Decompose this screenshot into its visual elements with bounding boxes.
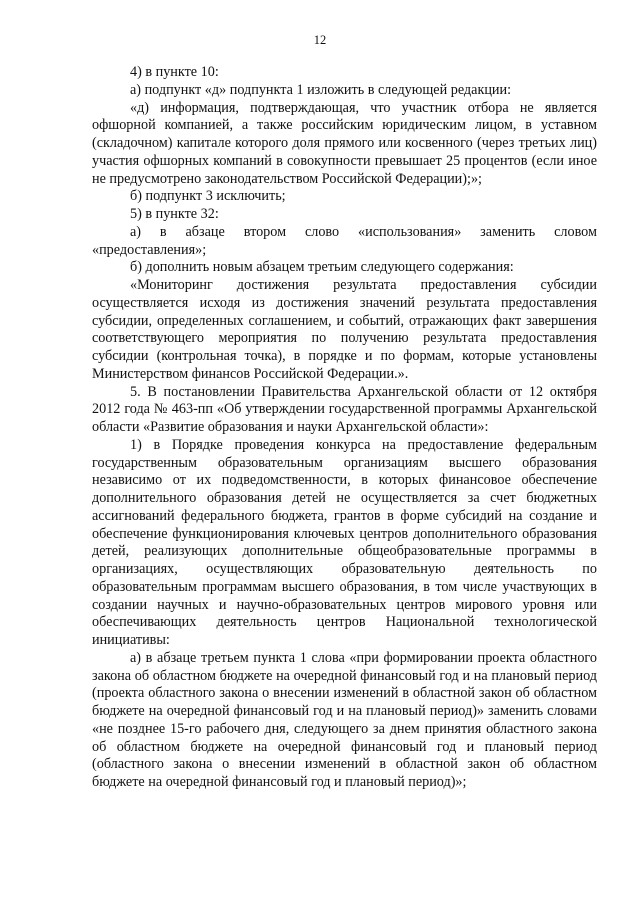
paragraph-section-5: 5. В постановлении Правительства Архангельской области от 12 октября 2012 года № 463-пп «Об утверждении государственной программы Архангельской области «Развитие образования и науки Архангельской области»: bbox=[92, 383, 597, 435]
paragraph-subitem-a: а) подпункт «д» подпункта 1 изложить в следующей редакции: bbox=[130, 81, 512, 98]
paragraph-item-1: 1) в Порядке проведения конкурса на предоставление федеральным государственным образовательным организациям высшего образования независимо от их подведомственности, в которых финансовое обеспечение дополнительного образования детей не осуществляется за счет бюджетных ассигнований федерального бюджета, грантов в форме субсидий на создание и обеспечение функционирования ключевых центров дополнительного образования детей, реализующих дополнительные общеобразовательные программы в организациях, осуществляющих образовательную деятельность по образовательным программам высшего образования, в том числе участвующих в создании научных и научно-образовательных центров мирового уровня или обеспечивающих деятельность центров Национальной технологической инициативы: bbox=[92, 436, 597, 648]
paragraph-item-5: 5) в пункте 32: bbox=[130, 206, 219, 222]
document-body bbox=[92, 64, 597, 792]
paragraph-subitem-a-p1: а) в абзаце третьем пункта 1 слова «при формировании проекта областного закона об областном бюджете на очередной финансовый год и на плановый период (проекта областного закона о внесении изменений в областной закон об областном бюджете на очередной финансовый год и на плановый период)» заменить словами «не позднее 15-го рабочего дня, следующего за днем принятия областного закона об областном бюджете на очередной финансовый год и плановый период (областного закона о внесении изменений в областной закон об областном бюджете на очередной финансовый год и плановый период)»; bbox=[92, 649, 597, 790]
paragraph-subitem-a-32: а) в абзаце втором слово «использования» заменить словом «предоставления»; bbox=[92, 223, 597, 258]
page-number: 12 bbox=[313, 33, 327, 47]
paragraph-item-4: 4) в пункте 10: bbox=[130, 64, 219, 80]
paragraph-quote-monitoring: «Мониторинг достижения результата предоставления субсидии осуществляется исходя из достижения значений результата предоставления субсидии, определенных соглашением, и событий, отражающих факт завершения соответствующего мероприятия по получению результата предоставления субсидии (контрольная точка), в порядке и по формам, которые установлены Министерством финансов Российской Федерации.». bbox=[92, 277, 597, 382]
paragraph-quote-d: «д) информация, подтверждающая, что участник отбора не является офшорной компанией, а также российским юридическим лицом, в уставном (складочном) капитале которого доля прямого или косвенного (через третьих лиц) участия офшорных компаний в совокупности превышает 25 процентов (если иное не предусмотрено законодательством Российской Федерации);»; bbox=[92, 99, 597, 187]
paragraph-subitem-b: б) подпункт 3 исключить; bbox=[130, 188, 286, 205]
paragraph-subitem-b-32: б) дополнить новым абзацем третьим следующего содержания: bbox=[130, 259, 514, 276]
